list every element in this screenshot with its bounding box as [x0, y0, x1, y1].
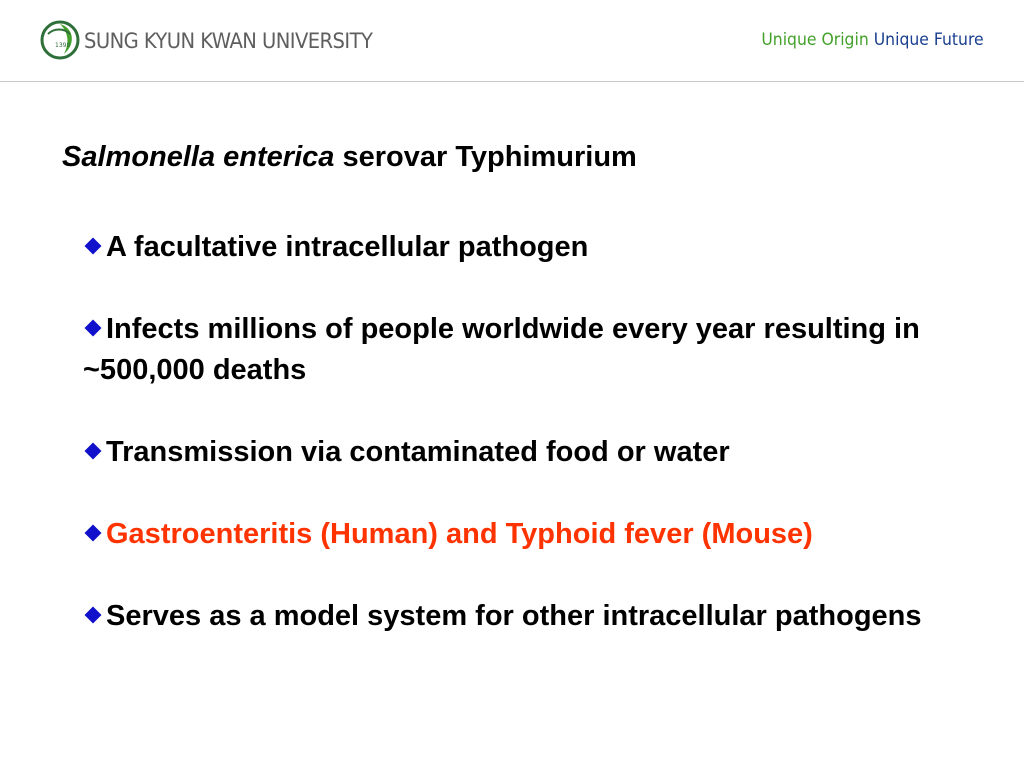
bullet-item	[83, 596, 983, 637]
bullet-item	[83, 309, 983, 391]
diamond-bullet-icon	[85, 525, 102, 542]
title-species-name: Salmonella enterica	[62, 141, 335, 173]
bullet-item-highlighted	[83, 514, 983, 555]
university-logo-icon	[40, 20, 80, 60]
title-serovar: serovar Typhimurium	[334, 141, 637, 173]
bullet-text: Gastroenteritis (Human) and Typhoid fever (Mouse)	[106, 518, 813, 550]
diamond-bullet-icon	[85, 607, 102, 624]
diamond-bullet-icon	[85, 238, 102, 255]
bullet-text: A facultative intracellular pathogen	[106, 231, 589, 263]
slide-header	[0, 0, 1024, 82]
diamond-bullet-icon	[85, 320, 102, 337]
bullet-text: Serves as a model system for other intracellular pathogens	[106, 600, 922, 632]
bullet-list	[83, 227, 983, 678]
bullet-item	[83, 432, 983, 473]
university-name: SUNG KYUN KWAN UNIVERSITY	[84, 29, 373, 53]
slogan-unique-future: Unique Future	[874, 30, 984, 50]
slogan-unique-origin: Unique Origin	[761, 30, 870, 50]
bullet-text: Infects millions of people worldwide every year resulting in ~500,000 deaths	[83, 313, 920, 386]
slide-title	[62, 141, 637, 174]
university-slogan	[762, 30, 984, 50]
logo-text: 1398	[55, 42, 71, 49]
bullet-text: Transmission via contaminated food or water	[106, 436, 730, 468]
diamond-bullet-icon	[85, 443, 102, 460]
bullet-item	[83, 227, 983, 268]
